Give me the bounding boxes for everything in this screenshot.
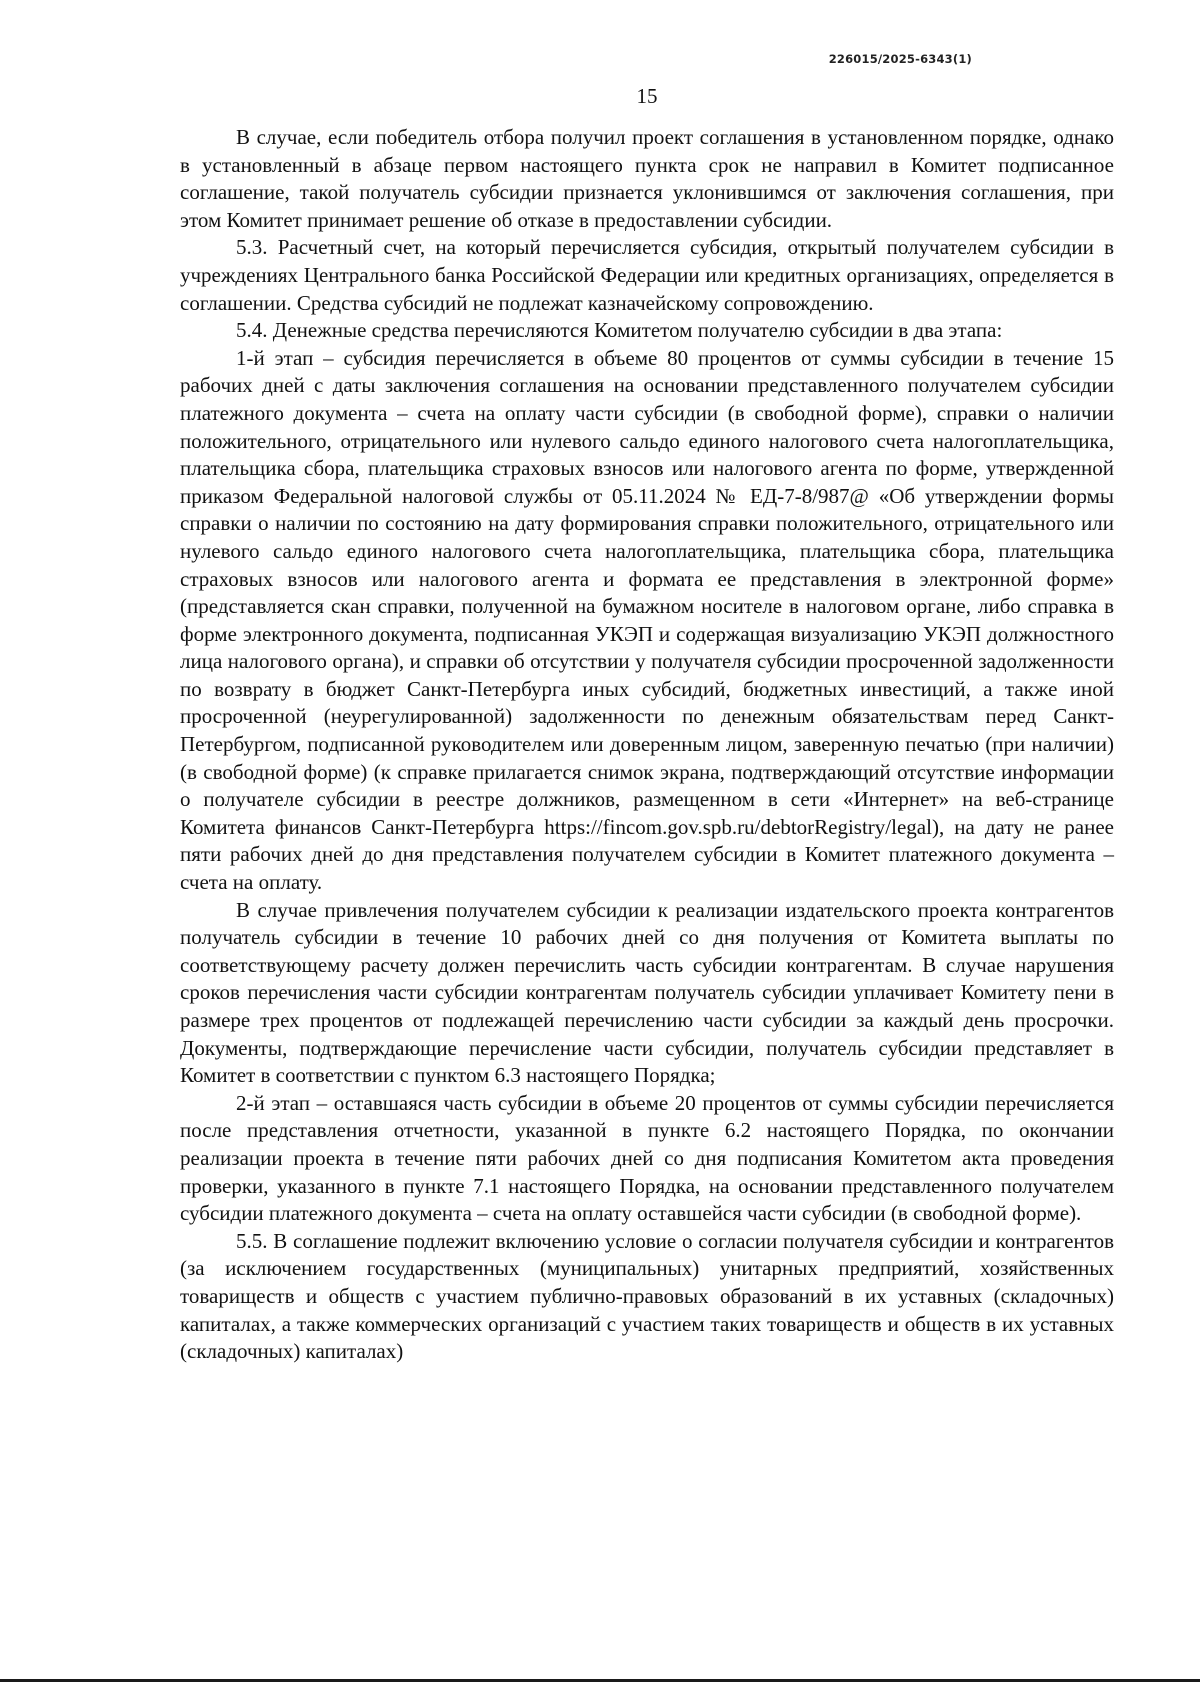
page-number: 15: [636, 84, 658, 108]
paragraph-refusal-of-subsidy: В случае, если победитель отбора получил проект соглашения в установленном порядке, однако в установленный в абзаце первом настоящего пункта срок не направил в Комитет подписанное соглашение, такой получатель субсидии признается уклонившимся от заключения соглашения, при этом Комитет принимает решение об отказе в предоставлении субсидии.: [180, 125, 1114, 232]
paragraph-stage-1: 1-й этап – субсидия перечисляется в объеме 80 процентов от суммы субсидии в течение 15 рабочих дней с даты заключения соглашения на основании представленного получателем субсидии платежного документа – счета на оплату части субсидии (в свободной форме), справки о наличии положительного, отрицательного или нулевого сальдо единого налогового счета налогоплательщика, плательщика сбора, плательщика страховых взносов или налогового агента по форме, утвержденной приказом Федеральной налоговой службы от 05.11.2024 № ЕД-7-8/987@ «Об утверждении формы справки о наличии по состоянию на дату формирования справки положительного, отрицательного или нулевого сальдо единого налогового счета налогоплательщика, плательщика сбора, плательщика страховых взносов или налогового агента и формата ее представления в электронной форме» (представляется скан справки, полученной на бумажном носителе в налоговом органе, либо справка в форме электронного документа, подписанная УКЭП и содержащая визуализацию УКЭП должностного лица налогового органа), и справки об отсутствии у получателя субсидии просроченной задолженности по возврату в бюджет Санкт-Петербурга иных субсидий, бюджетных инвестиций, а также иной просроченной (неурегулированной) задолженности по денежным обязательствам перед Санкт-Петербургом, подписанной руководителем или доверенным лицом, заверенную печатью (при наличии) (в свободной форме) (к справке прилагается снимок экрана, подтверждающий отсутствие информации о получателе субсидии в реестре должников, размещенном в сети «Интернет» на веб-странице Комитета финансов Санкт-Петербурга https://fincom.gov.spb.ru/debtorRegistry/legal), на дату не ранее пяти рабочих дней до дня представления получателем субсидии в Комитет платежного документа – счета на оплату.: [180, 345, 1114, 895]
paragraph-stage-2: 2-й этап – оставшаяся часть субсидии в объеме 20 процентов от суммы субсидии перечисляется после представления отчетности, указанной в пункте 6.2 настоящего Порядка, по окончании реализации проекта в течение пяти рабочих дней со дня подписания Комитетом акта проведения проверки, указанного в пункте 7.1 настоящего Порядка, на основании представленного получателем субсидии платежного документа – счета на оплату оставшейся части субсидии (в свободной форме).: [180, 1090, 1114, 1226]
paragraph-5-4-two-stages: 5.4. Денежные средства перечисляются Комитетом получателю субсидии в два этапа:: [236, 318, 1003, 343]
paragraph-5-5-agreement-condition: 5.5. В соглашение подлежит включению условие о согласии получателя субсидии и контрагентов (за исключением государственных (муниципальных) унитарных предприятий, хозяйственных товариществ и обществ с участием публично-правовых образований в их уставных (складочных) капиталах, а также коммерческих организаций с участием таких товариществ и обществ в их уставных (складочных) капиталах): [180, 1228, 1114, 1364]
paragraph-5-3-settlement-account: 5.3. Расчетный счет, на который перечисляется субсидия, открытый получателем субсидии в учреждениях Центрального банка Российской Федерации или кредитных организациях, определяется в соглашении. Средства субсидий не подлежат казначейскому сопровождению.: [180, 235, 1114, 315]
paragraph-contractors-transfer: В случае привлечения получателем субсидии к реализации издательского проекта контрагентов получатель субсидии в течение 10 рабочих дней со дня получения от Комитета выплаты по соответствующему расчету должен перечислить часть субсидии контрагентам. В случае нарушения сроков перечисления части субсидии контрагентам получатель субсидии уплачивает Комитету пени в размере трех процентов от подлежащей перечислению части субсидии за каждый день просрочки. Документы, подтверждающие перечисление части субсидии, получатель субсидии представляет в Комитет в соответствии с пунктом 6.3 настоящего Порядка;: [180, 897, 1114, 1088]
document-registration-number: 226015/2025-6343(1): [828, 52, 972, 66]
document-body: [180, 124, 1114, 1366]
